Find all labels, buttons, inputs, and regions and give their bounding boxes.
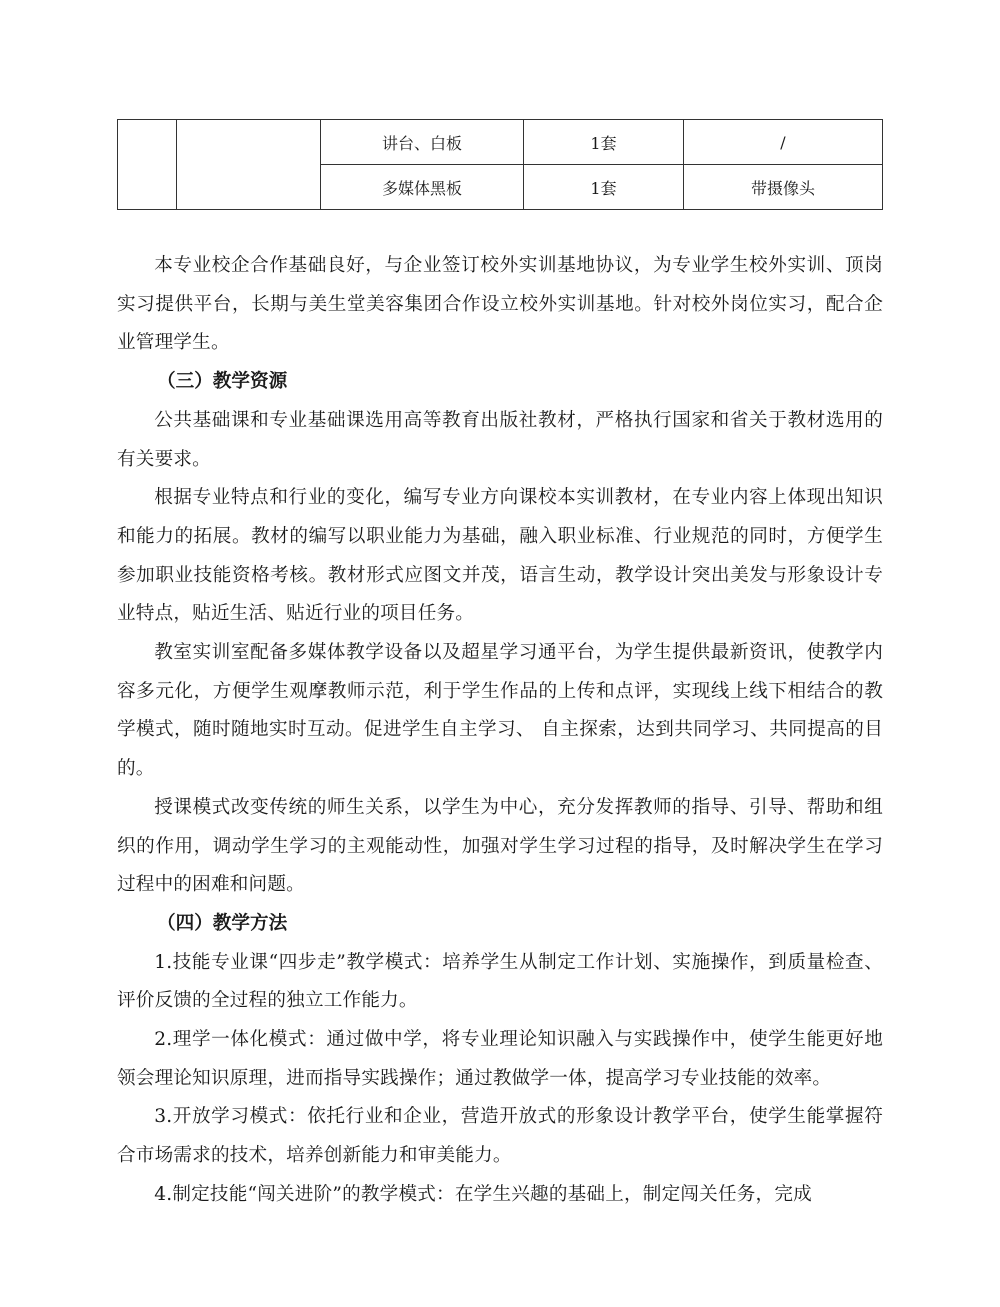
table-cell-note: 带摄像头 [684,165,883,210]
paragraph: 本专业校企合作基础良好，与企业签订校外实训基地协议，为专业学生校外实训、顶岗实习提供平台，长期与美生堂美容集团合作设立校外实训基地。针对校外岗位实习，配合企业管理学生。 [117,255,883,354]
table-cell-empty [118,120,177,210]
paragraph: 教室实训室配备多媒体教学设备以及超星学习通平台，为学生提供最新资讯，使教学内容多元化，方便学生观摩教师示范，利于学生作品的上传和点评，实现线上线下相结合的教学模式，随时随地实时互动。促进学生自主学习、 自主探索，达到共同学习、共同提高的目的。 [117,642,883,780]
table-cell-empty [177,120,321,210]
section-heading: （三）教学资源 [157,371,288,393]
paragraph: 3.开放学习模式：依托行业和企业，营造开放式的形象设计教学平台，使学生能掌握符合市场需求的技术，培养创新能力和审美能力。 [117,1106,883,1167]
table-cell-item: 讲台、白板 [321,120,524,165]
table-cell-item: 多媒体黑板 [321,165,524,210]
body-text [117,247,883,1215]
table-row [118,120,883,165]
table-cell-qty: 1套 [524,165,684,210]
paragraph: 公共基础课和专业基础课选用高等教育出版社教材，严格执行国家和省关于教材选用的有关要求。 [117,409,883,470]
paragraph: 授课模式改变传统的师生关系，以学生为中心，充分发挥教师的指导、引导、帮助和组织的作用，调动学生学习的主观能动性，加强对学生学习过程的指导，及时解决学生在学习过程中的困难和问题。 [117,796,883,896]
paragraph: 4.制定技能“闯关进阶”的教学模式：在学生兴趣的基础上，制定闯关任务，完成 [154,1183,812,1205]
paragraph: 2.理学一体化模式：通过做中学，将专业理论知识融入与实践操作中，使学生能更好地领会理论知识原理，进而指导实践操作；通过教做学一体，提高学习专业技能的效率。 [117,1029,883,1089]
table-cell-qty: 1套 [524,120,684,165]
section-heading: （四）教学方法 [157,912,288,934]
paragraph: 根据专业特点和行业的变化，编写专业方向课校本实训教材，在专业内容上体现出知识和能力的拓展。教材的编写以职业能力为基础，融入职业标准、行业规范的同时，方便学生参加职业技能资格考核。教材形式应图文并茂，语言生动，教学设计突出美发与形象设计专业特点，贴近生活、贴近行业的项目任务。 [117,487,883,625]
table-cell-note: / [684,120,883,165]
paragraph: 1.技能专业课“四步走”教学模式：培养学生从制定工作计划、实施操作，到质量检查、评价反馈的全过程的独立工作能力。 [117,951,883,1012]
equipment-table [117,119,883,210]
